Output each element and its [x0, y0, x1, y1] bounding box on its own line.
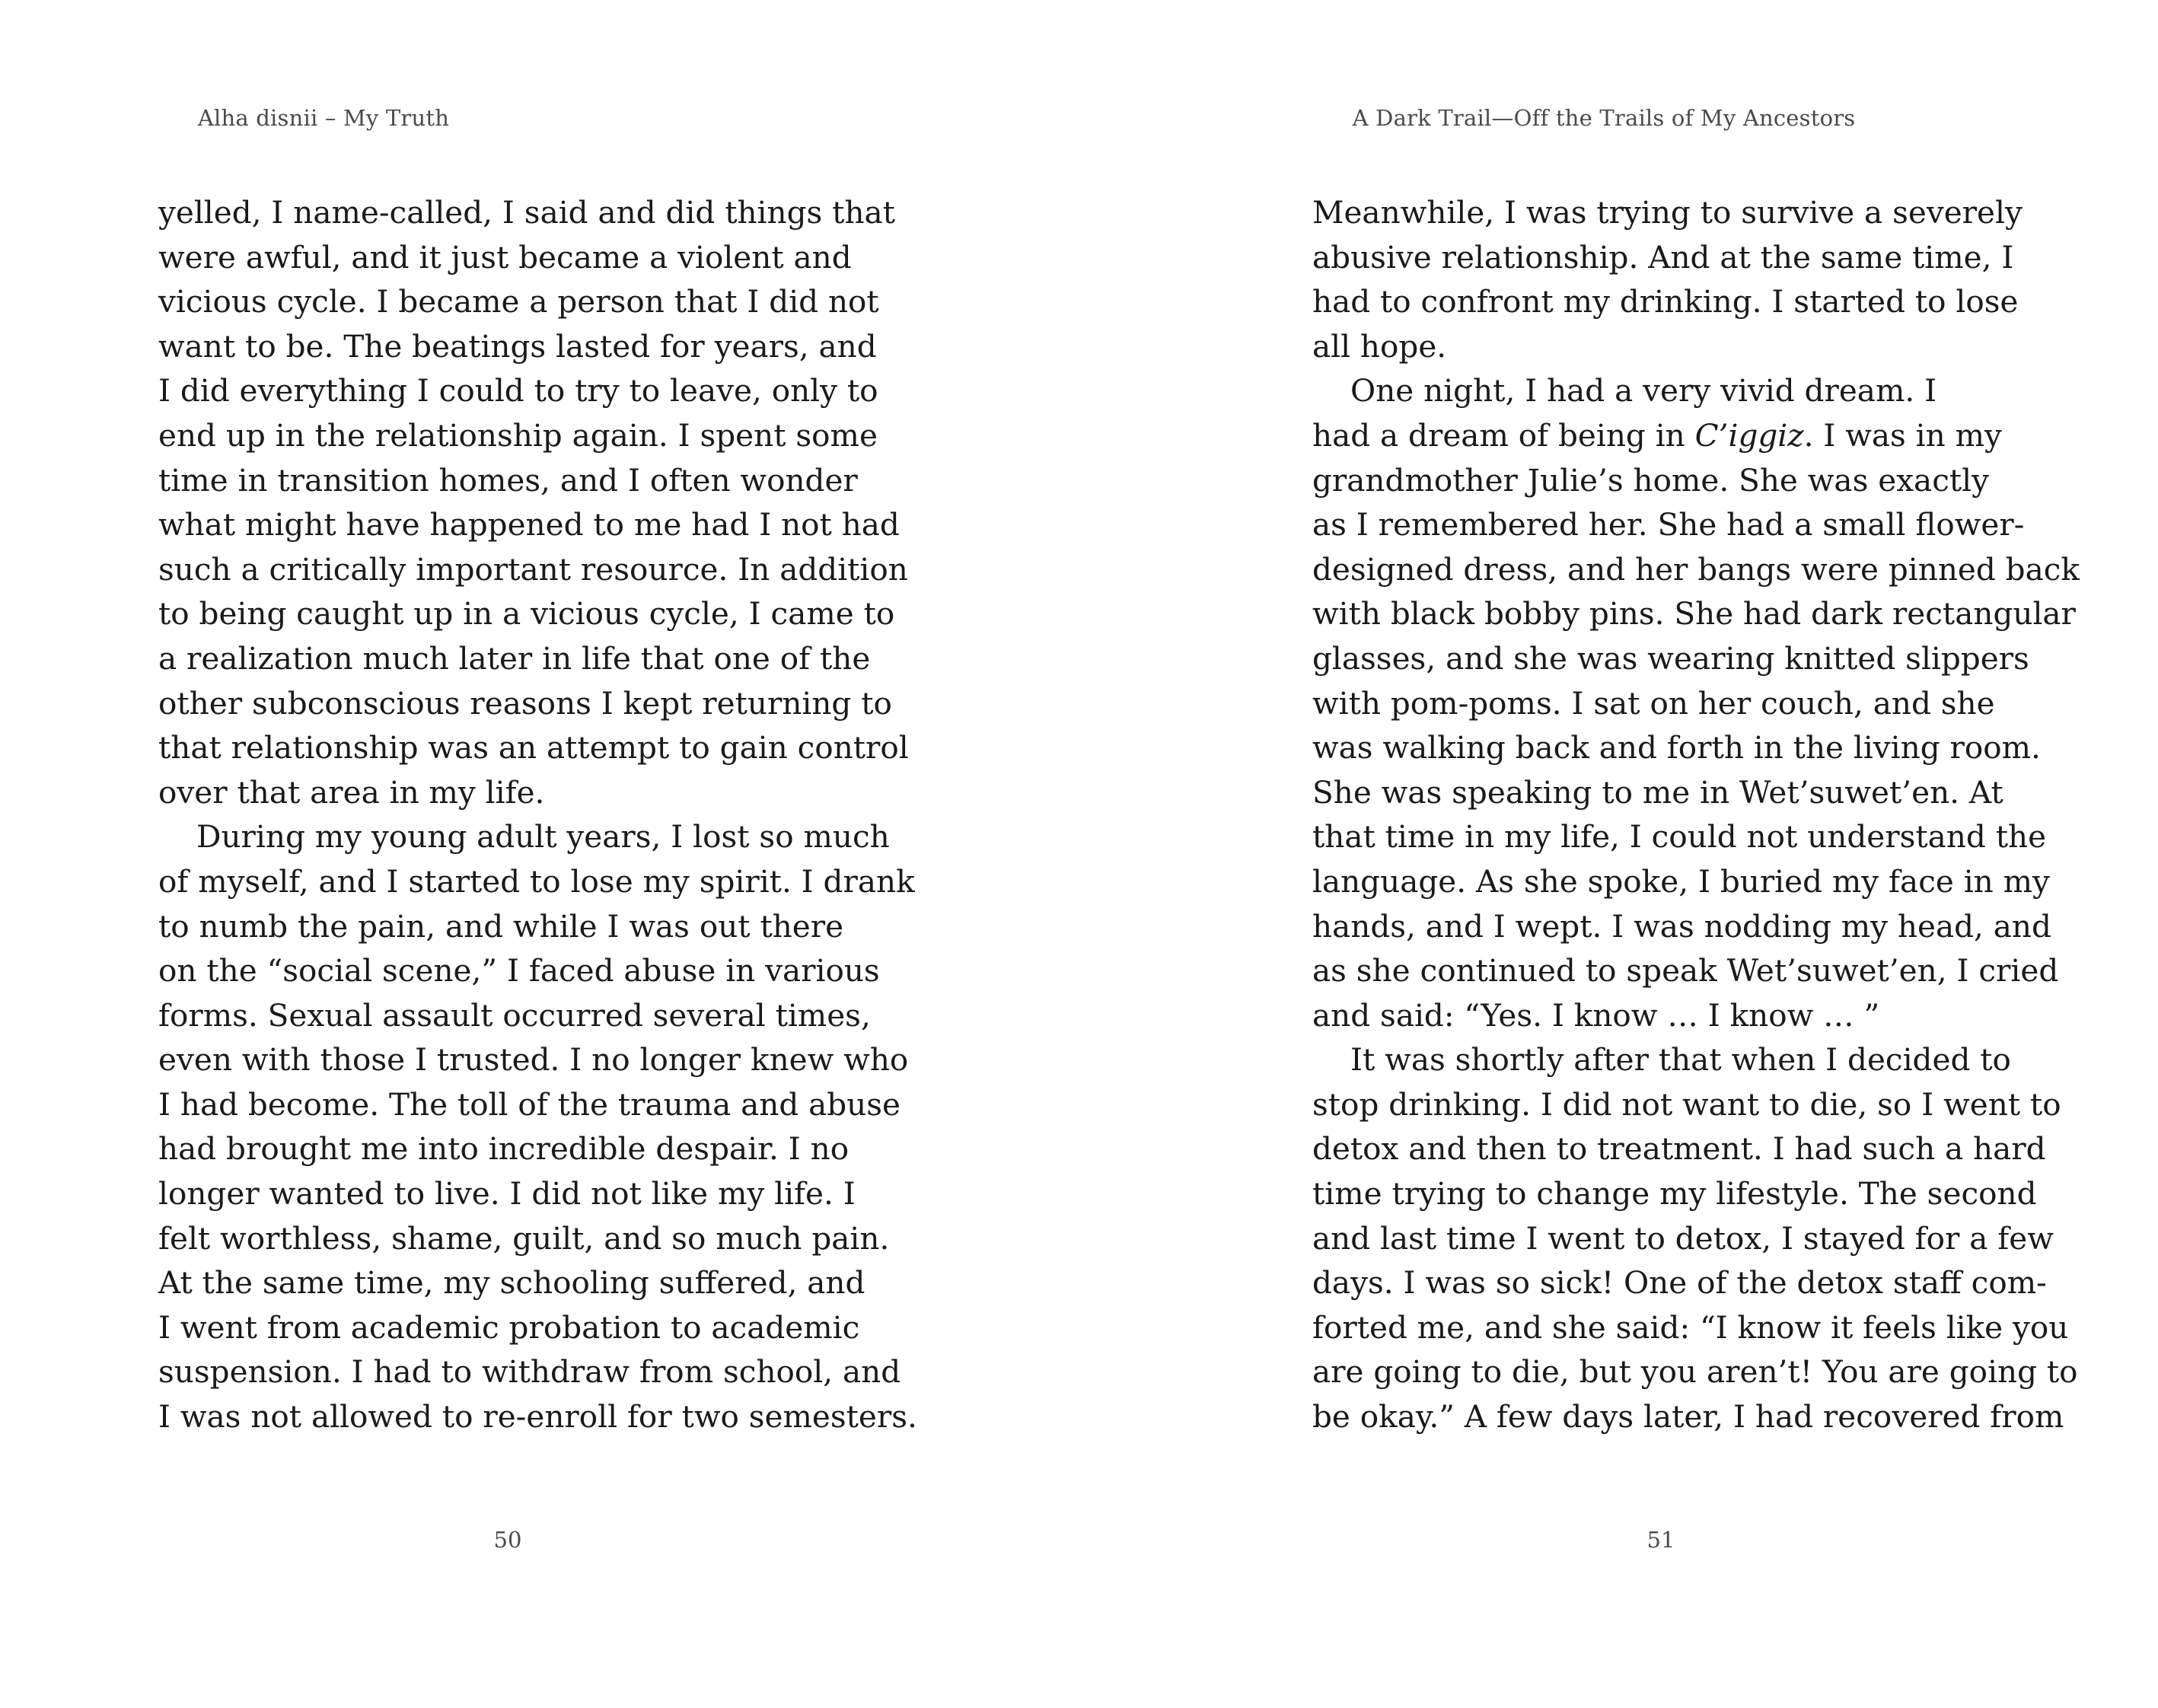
text-line: detox and then to treatment. I had such a hard — [1312, 1130, 2046, 1168]
text-line: designed dress, and her bangs were pinned back — [1312, 550, 2080, 588]
text-line: other subconscious reasons I kept returning to — [158, 684, 892, 722]
text-line: that relationship was an attempt to gain control — [158, 729, 909, 766]
text-line: I went from academic probation to academic — [158, 1308, 860, 1346]
text-line: want to be. The beatings lasted for years, and — [158, 327, 877, 365]
text-line: forted me, and she said: “I know it feels like you — [1312, 1308, 2069, 1346]
text-fragment: had a dream of being in — [1312, 416, 1695, 454]
text-line: what might have happened to me had I not had — [158, 506, 900, 543]
text-line: was walking back and forth in the living room. — [1312, 729, 2041, 766]
text-line: end up in the relationship again. I spent some — [158, 416, 878, 454]
text-line: all hope. — [1312, 327, 1447, 365]
body-text — [158, 190, 917, 1439]
text-line: had to confront my drinking. I started to lose — [1312, 283, 2019, 320]
text-line: I was not allowed to re-enroll for two semesters. — [158, 1398, 917, 1436]
text-line: At the same time, my schooling suffered, and — [158, 1264, 865, 1302]
page-number: 51 — [1646, 1527, 1675, 1553]
text-line: as I remembered her. She had a small flower- — [1312, 506, 2025, 543]
paragraph-start-line: One night, I had a very vivid dream. I — [1350, 372, 1937, 409]
text-line: longer wanted to live. I did not like my life. I — [158, 1175, 856, 1212]
text-line: were awful, and it just became a violent and — [158, 238, 852, 276]
text-line: that time in my life, I could not understand the — [1312, 818, 2047, 856]
text-line: felt worthless, shame, guilt, and so much pain. — [158, 1219, 890, 1257]
text-line: to numb the pain, and while I was out there — [158, 907, 844, 945]
text-line: I did everything I could to try to leave, only to — [158, 372, 878, 409]
page-number: 50 — [493, 1527, 522, 1553]
text-line: a realization much later in life that one of the — [158, 639, 871, 677]
text-line: and said: “Yes. I know … I know … ” — [1312, 996, 1880, 1034]
text-line: be okay.” A few days later, I had recovered from — [1312, 1398, 2064, 1436]
text-line: on the “social scene,” I faced abuse in various — [158, 952, 880, 989]
text-line: forms. Sexual assault occurred several times, — [158, 996, 871, 1034]
text-line: stop drinking. I did not want to die, so I went to — [1312, 1085, 2061, 1123]
text-line: to being caught up in a vicious cycle, I came to — [158, 595, 895, 633]
text-line: glasses, and she was wearing knitted slippers — [1312, 639, 2029, 677]
text-line: abusive relationship. And at the same time, I — [1312, 238, 2014, 276]
text-line: I had become. The toll of the trauma and abuse — [158, 1085, 901, 1123]
text-line: over that area in my life. — [158, 773, 545, 811]
text-line: of myself, and I started to lose my spirit. I drank — [158, 862, 915, 900]
text-fragment: . I was in my — [1803, 416, 2002, 454]
right-page — [1079, 0, 2158, 1708]
text-line: with pom-poms. I sat on her couch, and she — [1312, 684, 1995, 722]
text-line: time trying to change my lifestyle. The second — [1312, 1175, 2037, 1212]
text-line — [1312, 413, 2020, 458]
paragraph-start-line: It was shortly after that when I decided to — [1350, 1041, 2011, 1079]
text-line: grandmother Julie’s home. She was exactly — [1312, 461, 1989, 499]
running-head: Alha disnii – My Truth — [197, 105, 450, 131]
text-line: time in transition homes, and I often wonder — [158, 461, 858, 499]
text-line: and last time I went to detox, I stayed for a few — [1312, 1219, 2054, 1257]
text-line: vicious cycle. I became a person that I did not — [158, 283, 879, 320]
text-line: Meanwhile, I was trying to survive a severely — [1312, 194, 2023, 231]
text-line: She was speaking to me in Wet’suwet’en. At — [1312, 773, 2003, 811]
body-text — [1312, 190, 2080, 1439]
text-line: with black bobby pins. She had dark rectangular — [1312, 595, 2076, 633]
text-line: such a critically important resource. In addition — [158, 550, 908, 588]
place-name: C’iggiz — [1694, 416, 1804, 454]
running-head: A Dark Trail—Off the Trails of My Ancestors — [1352, 105, 1856, 131]
text-line: even with those I trusted. I no longer knew who — [158, 1041, 909, 1079]
text-line: had brought me into incredible despair. I no — [158, 1130, 849, 1168]
text-line: are going to die, but you aren’t! You are going to — [1312, 1353, 2078, 1391]
text-line: yelled, I name-called, I said and did things that — [158, 194, 895, 231]
text-line: language. As she spoke, I buried my face in my — [1312, 862, 2050, 900]
paragraph-start-line: During my young adult years, I lost so much — [196, 818, 890, 856]
text-line: suspension. I had to withdraw from school, and — [158, 1353, 901, 1391]
text-line: as she continued to speak Wet’suwet’en, I cried — [1312, 952, 2059, 989]
text-line: hands, and I wept. I was nodding my head, and — [1312, 907, 2051, 945]
text-line: days. I was so sick! One of the detox staff com- — [1312, 1264, 2047, 1302]
